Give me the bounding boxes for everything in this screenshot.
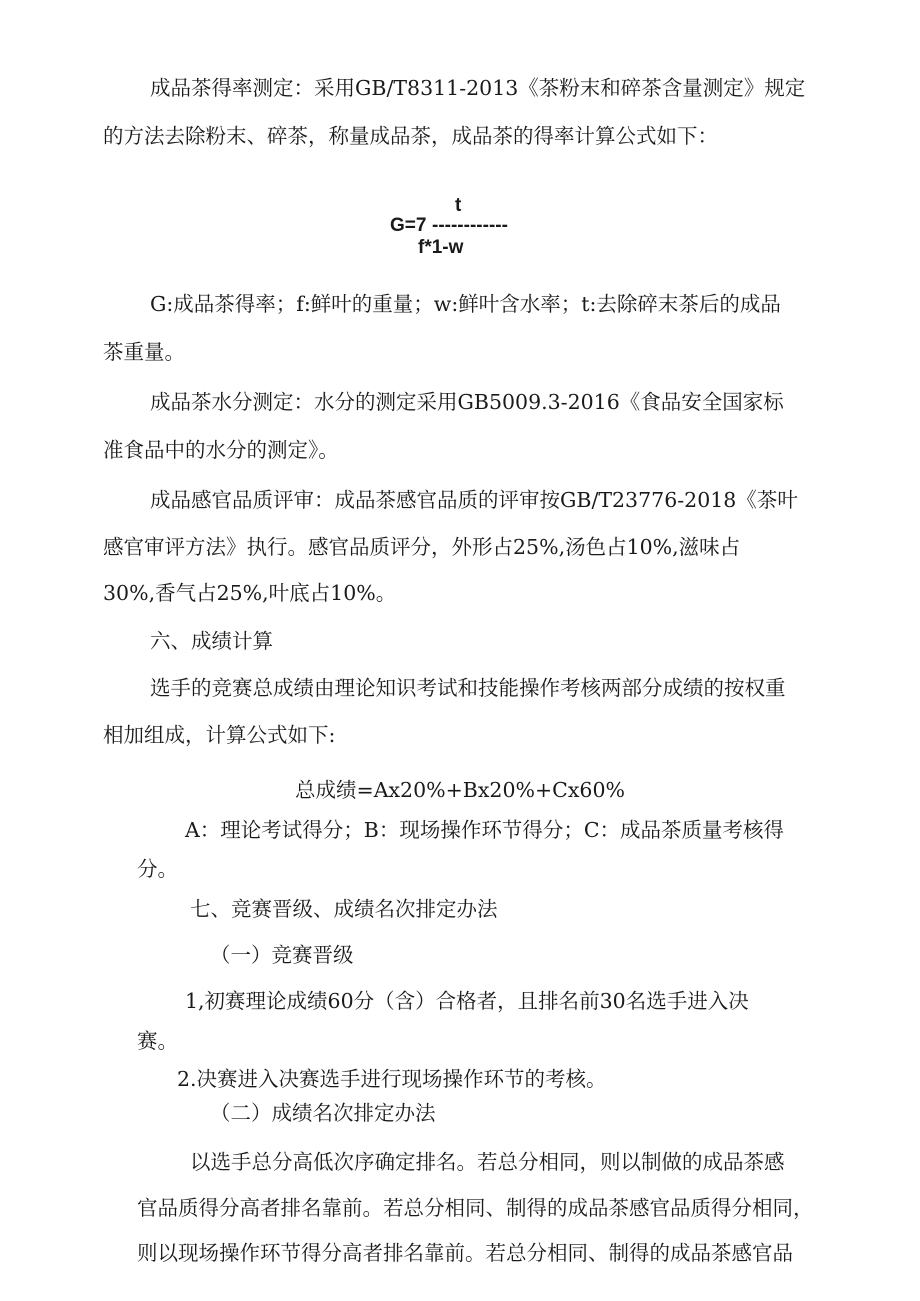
item-2-line-1: 2.决赛进入决赛选手进行现场操作环节的考核。 [177,1067,607,1091]
ranking-line-2: 官品质得分高者排名靠前。若总分相同、制得的成品茶感官品质得分相同， [137,1196,814,1220]
item-1-line-1: 1,初赛理论成绩60分（含）合格者，且排名前30名选手进入决 [185,989,749,1013]
subsection-1-heading: （一）竞赛晋级 [210,943,354,967]
yield-method-line-2: 的方法去除粉末、碎茶，称量成品茶，成品茶的得率计算公式如下： [103,124,718,148]
ranking-line-1: 以选手总分高低次序确定排名。若总分相同，则以制做的成品茶感 [190,1150,785,1174]
ranking-line-3: 则以现场操作环节得分高者排名靠前。若总分相同、制得的成品茶感官品 [137,1241,793,1265]
moisture-line-1: 成品茶水分测定：水分的测定采用GB5009.3-2016《食品安全国家标 [150,390,784,414]
yield-legend-line-2: 茶重量。 [103,340,185,364]
sensory-line-1: 成品感官品质评审：成品茶感官品质的评审按GB/T23776-2018《茶叶 [150,488,798,512]
section-7-heading: 七、竞赛晋级、成绩名次排定办法 [190,897,498,921]
section-6-heading: 六、成绩计算 [150,629,273,653]
score-legend-line-1: A：理论考试得分；B：现场操作环节得分；C：成品茶质量考核得 [185,818,785,842]
formula-left: G=7 [390,215,427,236]
moisture-line-2: 准食品中的水分的测定》。 [103,438,339,462]
score-intro-line-2: 相加组成，计算公式如下: [103,723,336,747]
yield-legend-line-1: G:成品茶得率；f:鲜叶的重量；w:鲜叶含水率；t:去除碎末茶后的成品 [150,292,781,316]
item-1-line-2: 赛。 [137,1029,178,1053]
subsection-2-heading: （二）成绩名次排定办法 [210,1101,436,1125]
formula-numerator: t [455,195,462,216]
score-legend-line-2: 分。 [137,857,178,881]
score-formula: 总成绩=Ax20%+Bx20%+Cx60% [295,778,625,802]
score-intro-line-1: 选手的竞赛总成绩由理论知识考试和技能操作考核两部分成绩的按权重 [150,676,786,700]
yield-method-line-1: 成品茶得率测定：采用GB/T8311-2013《茶粉末和碎茶含量测定》规定 [150,76,806,100]
sensory-line-3: 30%,香气占25%,叶底占10%。 [103,581,397,605]
formula-fraction-bar: ------------ [432,215,508,236]
sensory-line-2: 感官审评方法》执行。感官品质评分，外形占25%,汤色占10%,滋味占 [103,535,741,559]
formula-denominator: f*1-w [418,237,464,258]
